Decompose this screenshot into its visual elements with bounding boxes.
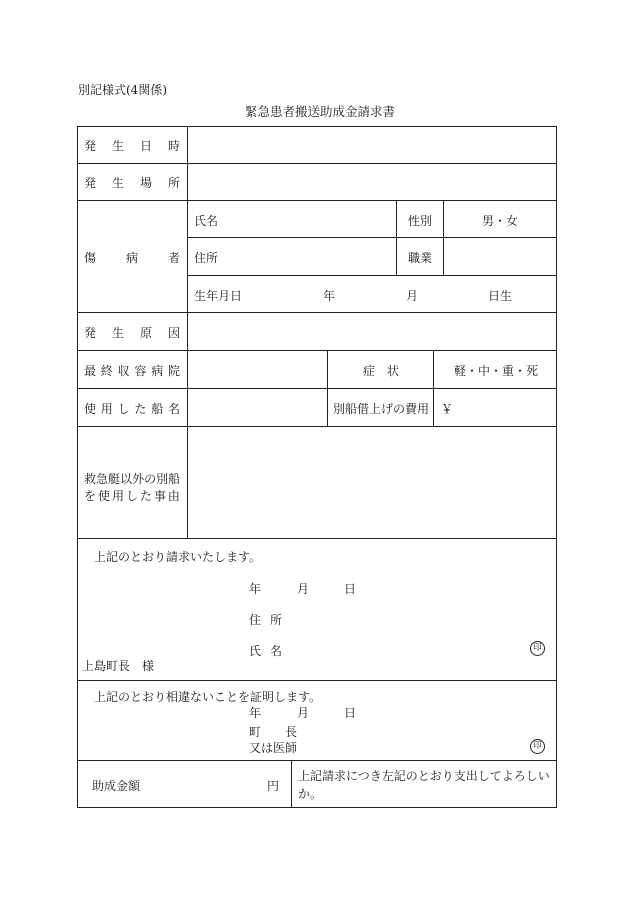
final-hospital-field[interactable]: [188, 351, 327, 388]
patient-name-field[interactable]: [222, 201, 395, 237]
patient-sex-label: 性別: [408, 214, 433, 228]
patient-occupation-label: 職業: [408, 251, 433, 265]
patient-sex-options[interactable]: 男・女: [482, 214, 519, 228]
claimant-name-label: 氏 名: [249, 644, 282, 658]
patient-birth-year: 年: [323, 289, 336, 303]
charter-cost-field[interactable]: [456, 389, 556, 426]
claimant-address-label: 住 所: [249, 613, 282, 627]
approval-note-line2: か。: [298, 787, 323, 801]
patient-birth-day: 日生: [488, 289, 513, 303]
cause-field[interactable]: [188, 313, 556, 350]
form-reference: 別記様式(4関係): [78, 83, 167, 97]
approval-note-line1: 上記請求につき左記のとおり支出してよろしい: [298, 769, 550, 783]
claimant-seal-icon: 印: [530, 641, 545, 656]
symptom-label: 症 状: [363, 364, 399, 378]
charter-cost-label: 別船借上げの費用: [333, 402, 430, 416]
symptom-options[interactable]: 軽・中・重・死: [454, 364, 539, 378]
occurrence-place-label: 発 生 場 所: [84, 176, 180, 190]
patient-birth-month: 月: [406, 289, 419, 303]
claim-statement: 上記のとおり請求いたします。: [94, 550, 262, 564]
ship-name-field[interactable]: [188, 389, 327, 426]
patient-occupation-field[interactable]: [444, 238, 556, 275]
claimant-address-field[interactable]: [290, 605, 540, 627]
occurrence-datetime-label: 発 生 日 時: [84, 139, 180, 153]
reason-field[interactable]: [188, 427, 556, 538]
reason-label-line1: 救 急 艇 以 外 の 別 船: [84, 472, 181, 486]
certifier-mayor-label: 町 長: [249, 725, 297, 739]
certifier-name-field[interactable]: [310, 720, 520, 756]
cause-label: 発 生 原 因: [84, 326, 180, 340]
certification-month-label: 月: [297, 706, 310, 720]
certifier-seal-icon: 印: [530, 739, 545, 754]
patient-name-label: 氏名: [194, 214, 219, 228]
occurrence-datetime-field[interactable]: [188, 127, 556, 163]
claim-year-label: 年: [249, 582, 262, 596]
patient-label: 傷 病 者: [84, 251, 180, 265]
certification-year-label: 年: [249, 706, 262, 720]
final-hospital-label: 最 終 収 容 病 院: [84, 364, 180, 378]
patient-address-label: 住所: [194, 251, 219, 265]
claim-month-label: 月: [297, 582, 310, 596]
certification-statement: 上記のとおり相違ないことを証明します。: [94, 690, 322, 704]
reason-label-line2: を 使 用 し た 事 由: [84, 489, 180, 503]
grant-amount-yen-unit: 円: [267, 779, 280, 793]
patient-birthdate-label: 生年月日: [194, 289, 243, 303]
certification-day-label: 日: [344, 706, 357, 720]
yen-symbol: ￥: [441, 402, 454, 416]
grant-amount-field[interactable]: [150, 765, 260, 801]
patient-address-field[interactable]: [222, 238, 395, 275]
occurrence-place-field[interactable]: [188, 164, 556, 200]
grant-amount-label: 助成金額: [92, 779, 141, 793]
claimant-name-field[interactable]: [290, 636, 520, 658]
claim-day-label: 日: [344, 582, 357, 596]
claim-addressee: 上島町長 様: [82, 659, 155, 673]
form-title: 緊急患者搬送助成金請求書: [245, 104, 396, 119]
certifier-doctor-label: 又は医師: [249, 741, 298, 755]
ship-used-label: 使 用 し た 船 名: [84, 402, 180, 416]
